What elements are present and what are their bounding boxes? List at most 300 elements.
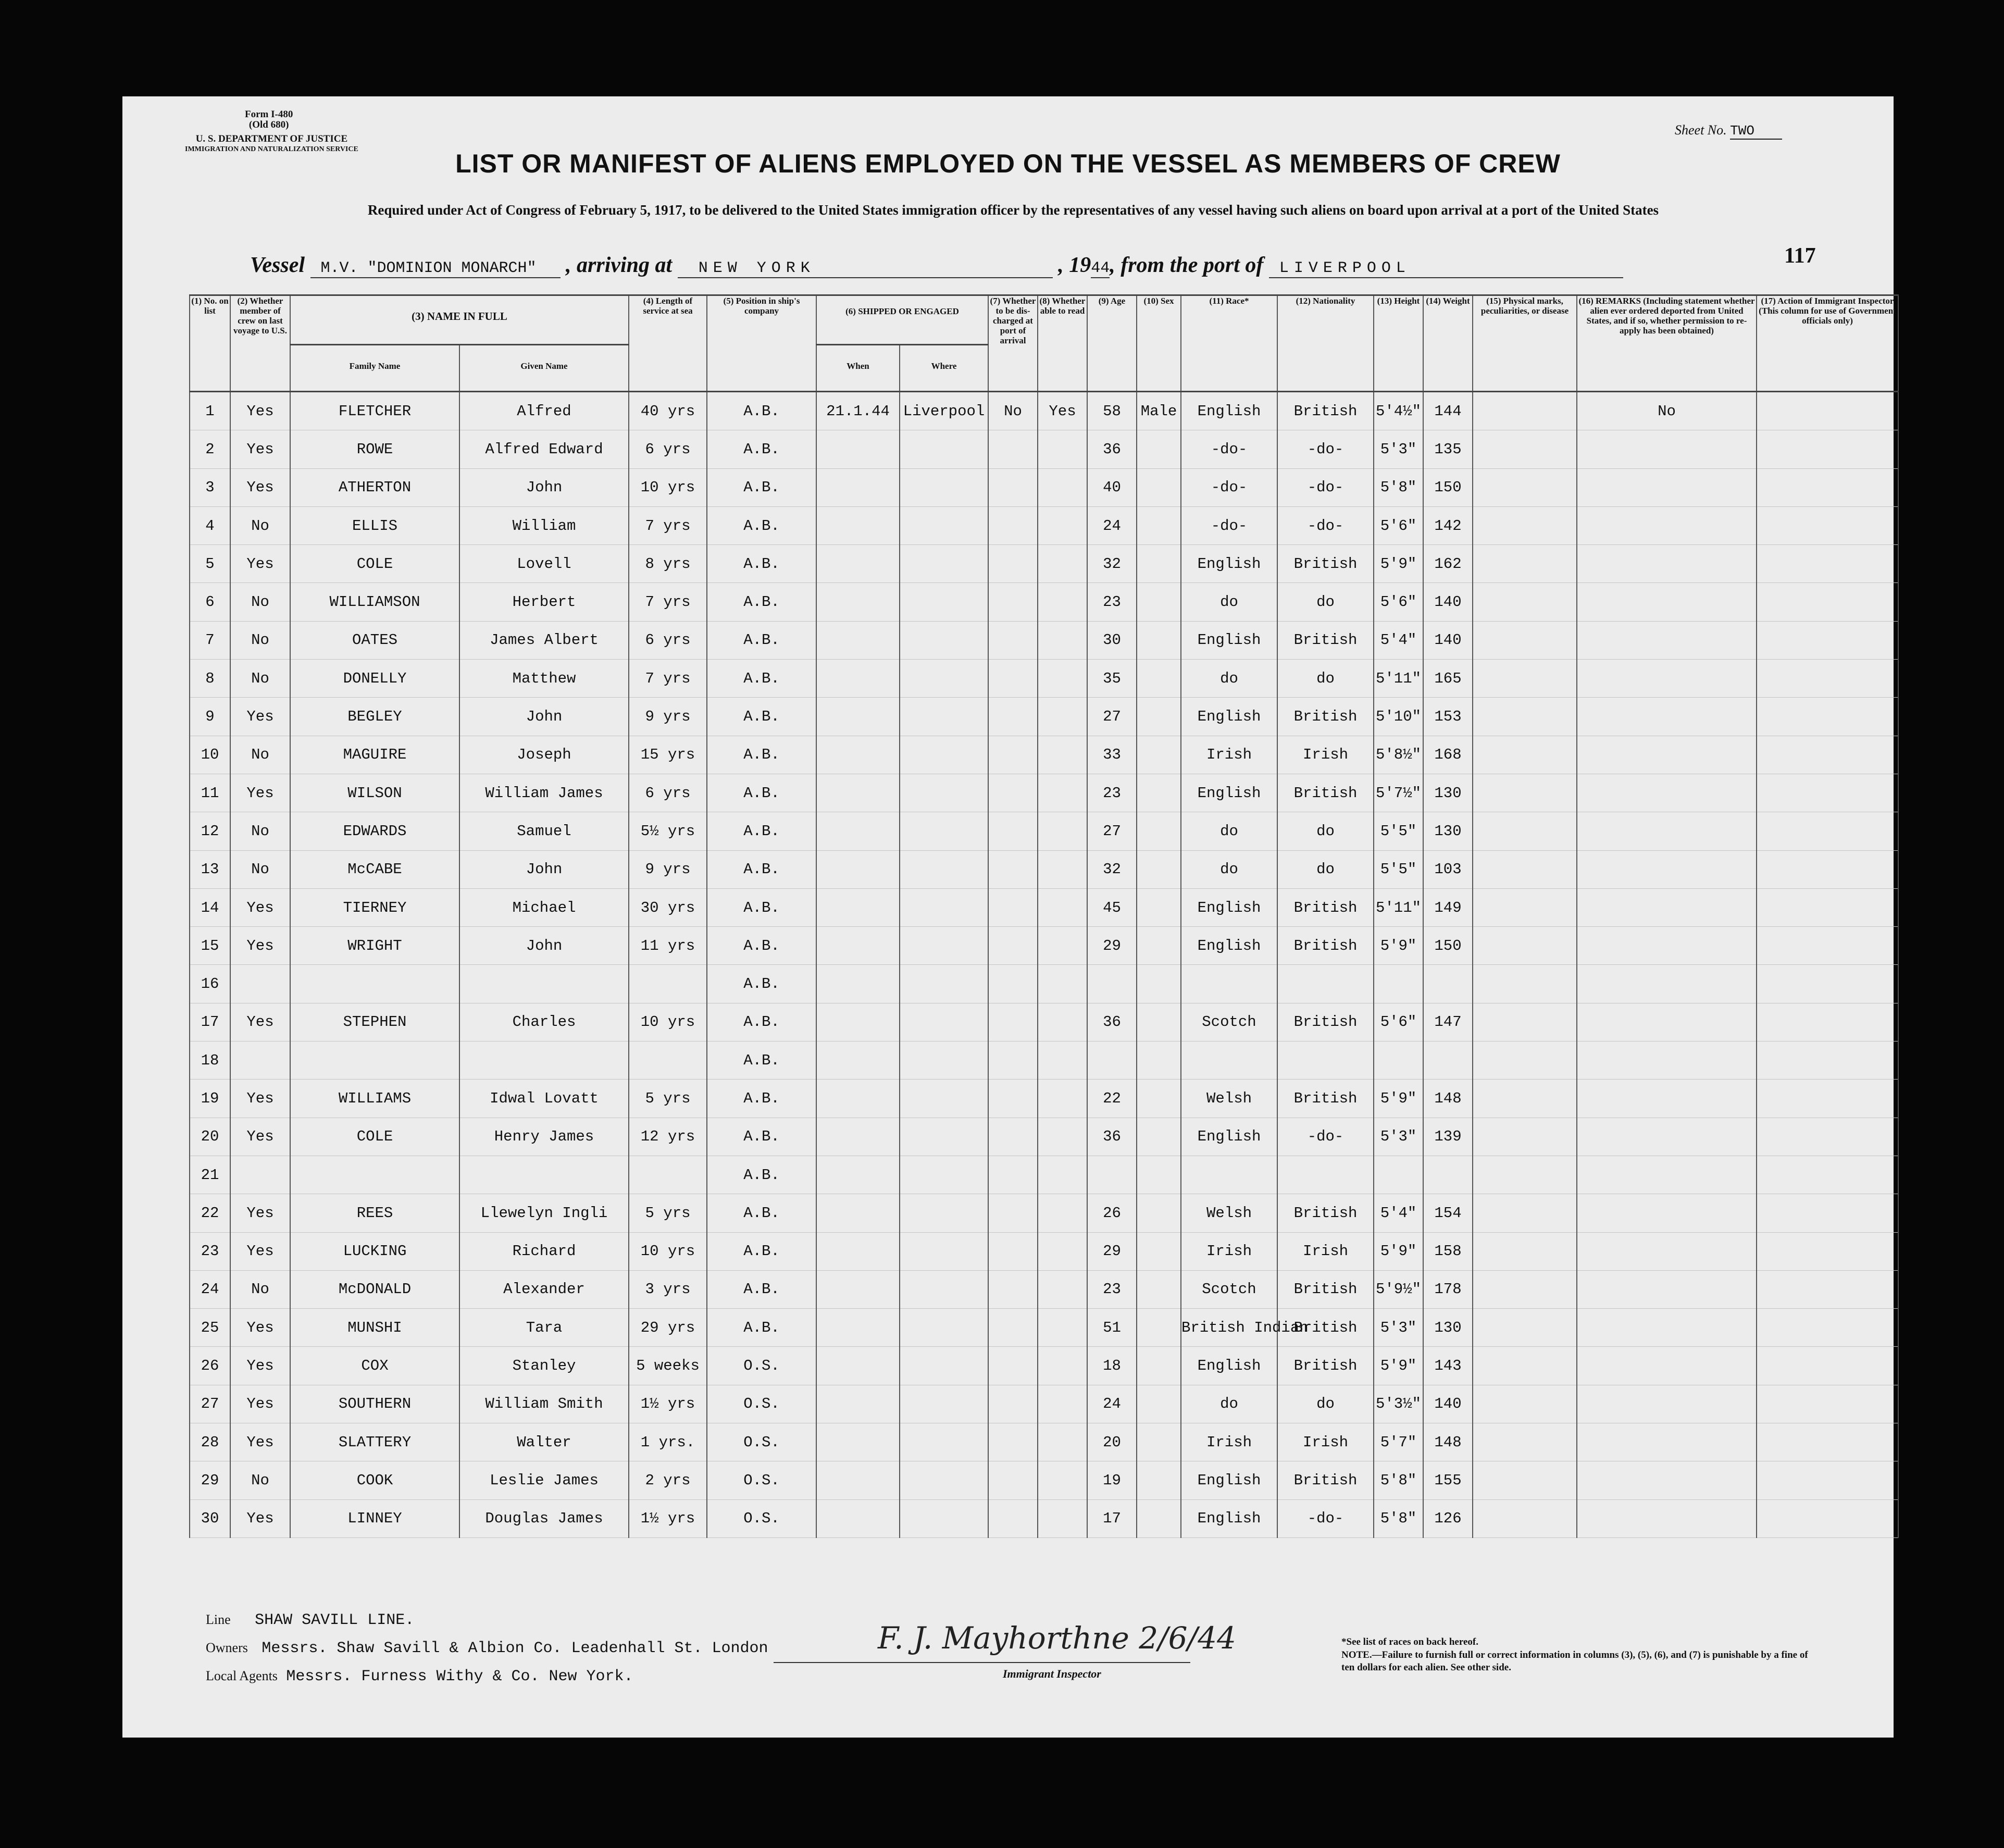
nationality: British [1277, 1461, 1374, 1499]
header-position: (5) Position in ship's company [707, 295, 816, 392]
length-of-service: 8 yrs [629, 545, 707, 583]
remarks [1577, 736, 1757, 774]
remarks [1577, 1385, 1757, 1423]
inspector-action [1757, 965, 1898, 1003]
remarks [1577, 1423, 1757, 1461]
last-voyage: Yes [230, 430, 290, 468]
nationality: British [1277, 621, 1374, 659]
length-of-service: 7 yrs [629, 660, 707, 698]
family-name: STEPHEN [290, 1003, 459, 1041]
physical-marks [1473, 1347, 1577, 1385]
family-name: WILSON [290, 774, 459, 812]
sex [1137, 1309, 1181, 1347]
shipped-when [816, 965, 900, 1003]
discharged [988, 1156, 1038, 1194]
length-of-service [629, 1156, 707, 1194]
vessel-name: M.V. "DOMINION MONARCH" [310, 259, 561, 278]
weight: 158 [1423, 1232, 1473, 1270]
remarks [1577, 850, 1757, 888]
shipped-when [816, 660, 900, 698]
inspector-action [1757, 1041, 1898, 1080]
discharged [988, 1041, 1038, 1080]
weight: 165 [1423, 660, 1473, 698]
header-nationality: (12) Nationality [1277, 295, 1374, 392]
physical-marks [1473, 1309, 1577, 1347]
nationality: do [1277, 850, 1374, 888]
family-name: ATHERTON [290, 468, 459, 506]
race: British Indian [1181, 1309, 1277, 1347]
table-row [190, 1232, 1898, 1270]
given-name: Michael [459, 888, 629, 926]
shipped-when [816, 1423, 900, 1461]
sex [1137, 850, 1181, 888]
able-to-read [1038, 1080, 1087, 1118]
physical-marks [1473, 1385, 1577, 1423]
length-of-service: 1½ yrs [629, 1499, 707, 1537]
given-name [459, 1156, 629, 1194]
height: 5'3½" [1374, 1385, 1423, 1423]
race: Scotch [1181, 1270, 1277, 1308]
header-service: (4) Length of service at sea [629, 295, 707, 392]
header-physical: (15) Physical marks, peculiarities, or disease [1473, 295, 1577, 392]
remarks [1577, 545, 1757, 583]
inspector-action [1757, 736, 1898, 774]
weight: 130 [1423, 812, 1473, 850]
family-name: COX [290, 1347, 459, 1385]
length-of-service: 2 yrs [629, 1461, 707, 1499]
able-to-read [1038, 1347, 1087, 1385]
position: A.B. [707, 1003, 816, 1041]
able-to-read [1038, 1118, 1087, 1156]
table-row [190, 774, 1898, 812]
discharged [988, 812, 1038, 850]
age [1087, 965, 1137, 1003]
row-number: 13 [190, 850, 230, 888]
physical-marks [1473, 1118, 1577, 1156]
remarks [1577, 506, 1757, 544]
row-number: 23 [190, 1232, 230, 1270]
row-number: 22 [190, 1194, 230, 1232]
discharged [988, 430, 1038, 468]
shipped-when [816, 850, 900, 888]
length-of-service: 5 yrs [629, 1194, 707, 1232]
shipped-when [816, 1270, 900, 1308]
shipped-where [900, 1080, 988, 1118]
race: do [1181, 660, 1277, 698]
height: 5'6" [1374, 583, 1423, 621]
family-name: LINNEY [290, 1499, 459, 1537]
remarks [1577, 1156, 1757, 1194]
age: 33 [1087, 736, 1137, 774]
nationality: do [1277, 1385, 1374, 1423]
shipped-where [900, 1118, 988, 1156]
height: 5'4½" [1374, 392, 1423, 430]
family-name: DONELLY [290, 660, 459, 698]
weight: 140 [1423, 583, 1473, 621]
sex [1137, 1003, 1181, 1041]
length-of-service: 1 yrs. [629, 1423, 707, 1461]
line-label: Line [206, 1612, 231, 1627]
family-name: COLE [290, 545, 459, 583]
length-of-service: 6 yrs [629, 430, 707, 468]
able-to-read [1038, 1194, 1087, 1232]
row-number: 12 [190, 812, 230, 850]
physical-marks [1473, 506, 1577, 544]
shipped-where [900, 927, 988, 965]
agents-value: Messrs. Furness Withy & Co. New York. [286, 1668, 633, 1685]
header-where: Where [900, 345, 988, 392]
height: 5'4" [1374, 621, 1423, 659]
sex [1137, 927, 1181, 965]
family-name: MAGUIRE [290, 736, 459, 774]
shipped-when [816, 1347, 900, 1385]
given-name: John [459, 468, 629, 506]
header-shipped: (6) SHIPPED OR ENGAGED [816, 295, 988, 345]
given-name: William [459, 506, 629, 544]
sex [1137, 1270, 1181, 1308]
last-voyage: Yes [230, 392, 290, 430]
length-of-service: 10 yrs [629, 1003, 707, 1041]
nationality: do [1277, 812, 1374, 850]
race: Welsh [1181, 1080, 1277, 1118]
position: A.B. [707, 506, 816, 544]
able-to-read: Yes [1038, 392, 1087, 430]
given-name: William James [459, 774, 629, 812]
shipped-when [816, 430, 900, 468]
height: 5'9" [1374, 1232, 1423, 1270]
position: A.B. [707, 1156, 816, 1194]
discharged [988, 583, 1038, 621]
table-row [190, 621, 1898, 659]
header-race: (11) Race* [1181, 295, 1277, 392]
nationality: Irish [1277, 1232, 1374, 1270]
document-subtitle: Required under Act of Congress of February 5, 1917, to be delivered to the United States immigration officer by the representatives of any vessel having such aliens on board upon arrival at a port of the United States [367, 202, 1659, 218]
weight [1423, 1041, 1473, 1080]
family-name: McCABE [290, 850, 459, 888]
remarks [1577, 1461, 1757, 1499]
position: A.B. [707, 468, 816, 506]
height: 5'9" [1374, 1080, 1423, 1118]
last-voyage: No [230, 583, 290, 621]
height: 5'8" [1374, 1499, 1423, 1537]
owners-field [206, 1640, 768, 1657]
weight: 162 [1423, 545, 1473, 583]
physical-marks [1473, 1423, 1577, 1461]
age: 30 [1087, 621, 1137, 659]
discharged [988, 1309, 1038, 1347]
discharged [988, 1118, 1038, 1156]
weight: 130 [1423, 774, 1473, 812]
length-of-service: 10 yrs [629, 468, 707, 506]
row-number: 11 [190, 774, 230, 812]
nationality: Irish [1277, 1423, 1374, 1461]
height: 5'11" [1374, 888, 1423, 926]
last-voyage: No [230, 736, 290, 774]
age: 20 [1087, 1423, 1137, 1461]
age: 27 [1087, 812, 1137, 850]
table-row [190, 1270, 1898, 1308]
able-to-read [1038, 1003, 1087, 1041]
given-name [459, 1041, 629, 1080]
inspector-action [1757, 1385, 1898, 1423]
given-name: Llewelyn Ingli [459, 1194, 629, 1232]
weight: 143 [1423, 1347, 1473, 1385]
last-voyage: Yes [230, 1194, 290, 1232]
last-voyage: Yes [230, 1423, 290, 1461]
position: A.B. [707, 1232, 816, 1270]
sex [1137, 1080, 1181, 1118]
shipped-when [816, 1041, 900, 1080]
weight [1423, 965, 1473, 1003]
remarks [1577, 621, 1757, 659]
shipped-where [900, 698, 988, 736]
race: do [1181, 583, 1277, 621]
able-to-read [1038, 736, 1087, 774]
age: 36 [1087, 1118, 1137, 1156]
position: O.S. [707, 1461, 816, 1499]
shipped-where: Liverpool [900, 392, 988, 430]
physical-marks [1473, 545, 1577, 583]
table-row [190, 583, 1898, 621]
shipped-when [816, 1232, 900, 1270]
position: A.B. [707, 1080, 816, 1118]
sex [1137, 1041, 1181, 1080]
given-name: John [459, 850, 629, 888]
able-to-read [1038, 888, 1087, 926]
race: English [1181, 1347, 1277, 1385]
shipped-where [900, 812, 988, 850]
row-number: 17 [190, 1003, 230, 1041]
given-name: Stanley [459, 1347, 629, 1385]
length-of-service: 5½ yrs [629, 812, 707, 850]
remarks: No [1577, 392, 1757, 430]
inspector-action [1757, 1309, 1898, 1347]
nationality [1277, 1156, 1374, 1194]
nationality: British [1277, 1003, 1374, 1041]
owners-label: Owners [206, 1640, 248, 1655]
shipped-where [900, 1499, 988, 1537]
weight: 150 [1423, 468, 1473, 506]
old-form-number: (Old 680) [248, 119, 289, 130]
age: 40 [1087, 468, 1137, 506]
table-row [190, 1347, 1898, 1385]
shipped-when: 21.1.44 [816, 392, 900, 430]
family-name: COLE [290, 1118, 459, 1156]
age: 29 [1087, 1232, 1137, 1270]
form-number-text: Form I-480 [245, 109, 293, 120]
row-number: 10 [190, 736, 230, 774]
able-to-read [1038, 583, 1087, 621]
sex [1137, 430, 1181, 468]
remarks [1577, 430, 1757, 468]
sex [1137, 545, 1181, 583]
physical-marks [1473, 888, 1577, 926]
able-to-read [1038, 1423, 1087, 1461]
shipped-where [900, 1385, 988, 1423]
length-of-service [629, 965, 707, 1003]
discharged: No [988, 392, 1038, 430]
discharged [988, 506, 1038, 544]
height: 5'9" [1374, 1347, 1423, 1385]
table-row [190, 392, 1898, 430]
race: English [1181, 888, 1277, 926]
family-name: OATES [290, 621, 459, 659]
inspector-action [1757, 927, 1898, 965]
discharged [988, 660, 1038, 698]
remarks [1577, 1003, 1757, 1041]
family-name: WRIGHT [290, 927, 459, 965]
row-number: 4 [190, 506, 230, 544]
remarks [1577, 1270, 1757, 1308]
nationality: British [1277, 698, 1374, 736]
inspector-action [1757, 1270, 1898, 1308]
length-of-service [629, 1041, 707, 1080]
row-number: 24 [190, 1270, 230, 1308]
length-of-service: 30 yrs [629, 888, 707, 926]
shipped-when [816, 736, 900, 774]
sex [1137, 1194, 1181, 1232]
weight: 168 [1423, 736, 1473, 774]
shipped-where [900, 660, 988, 698]
given-name: Richard [459, 1232, 629, 1270]
height: 5'9" [1374, 927, 1423, 965]
shipped-when [816, 1194, 900, 1232]
discharged [988, 965, 1038, 1003]
shipped-where [900, 430, 988, 468]
position: O.S. [707, 1423, 816, 1461]
given-name [459, 965, 629, 1003]
able-to-read [1038, 1270, 1087, 1308]
nationality: -do- [1277, 468, 1374, 506]
table-row [190, 660, 1898, 698]
year-suffix: 44 [1091, 259, 1110, 277]
service-name: IMMIGRATION AND NATURALIZATION SERVICE [185, 145, 358, 153]
row-number: 3 [190, 468, 230, 506]
last-voyage: Yes [230, 1347, 290, 1385]
inspector-action [1757, 1156, 1898, 1194]
document-title: LIST OR MANIFEST OF ALIENS EMPLOYED ON THE VESSEL AS MEMBERS OF CREW [455, 149, 1561, 178]
line-field [206, 1611, 414, 1629]
last-voyage [230, 965, 290, 1003]
remarks [1577, 888, 1757, 926]
given-name: Walter [459, 1423, 629, 1461]
shipped-when [816, 774, 900, 812]
vessel-label: Vessel [250, 253, 305, 277]
inspector-action [1757, 660, 1898, 698]
last-voyage: Yes [230, 927, 290, 965]
row-number: 6 [190, 583, 230, 621]
height: 5'3" [1374, 1309, 1423, 1347]
agents-label: Local Agents [206, 1668, 278, 1683]
line-value: SHAW SAVILL LINE. [255, 1611, 415, 1629]
discharged [988, 1499, 1038, 1537]
height: 5'3" [1374, 430, 1423, 468]
family-name: McDONALD [290, 1270, 459, 1308]
given-name: Alfred Edward [459, 430, 629, 468]
shipped-when [816, 1003, 900, 1041]
discharged [988, 1194, 1038, 1232]
shipped-where [900, 1309, 988, 1347]
table-row [190, 1309, 1898, 1347]
inspector-action [1757, 698, 1898, 736]
row-number: 29 [190, 1461, 230, 1499]
length-of-service: 6 yrs [629, 621, 707, 659]
nationality: British [1277, 1080, 1374, 1118]
given-name: Leslie James [459, 1461, 629, 1499]
weight: 154 [1423, 1194, 1473, 1232]
nationality [1277, 1041, 1374, 1080]
shipped-where [900, 1423, 988, 1461]
remarks [1577, 1080, 1757, 1118]
race: English [1181, 698, 1277, 736]
position: A.B. [707, 1194, 816, 1232]
last-voyage: Yes [230, 1499, 290, 1537]
weight: 126 [1423, 1499, 1473, 1537]
arriving-port: NEW YORK [678, 259, 1053, 278]
discharged [988, 621, 1038, 659]
shipped-when [816, 1499, 900, 1537]
last-voyage: Yes [230, 698, 290, 736]
last-voyage: Yes [230, 1080, 290, 1118]
given-name: Charles [459, 1003, 629, 1041]
age: 32 [1087, 850, 1137, 888]
inspector-action [1757, 1461, 1898, 1499]
inspector-action [1757, 1499, 1898, 1537]
sheet-number [1675, 122, 1782, 140]
discharged [988, 1232, 1038, 1270]
position: O.S. [707, 1499, 816, 1537]
last-voyage: Yes [230, 774, 290, 812]
age: 24 [1087, 1385, 1137, 1423]
discharged [988, 927, 1038, 965]
table-row [190, 1080, 1898, 1118]
weight: 178 [1423, 1270, 1473, 1308]
inspector-action [1757, 430, 1898, 468]
remarks [1577, 774, 1757, 812]
remarks [1577, 1118, 1757, 1156]
physical-marks [1473, 1156, 1577, 1194]
family-name [290, 1156, 459, 1194]
given-name: Douglas James [459, 1499, 629, 1537]
physical-marks [1473, 621, 1577, 659]
sex [1137, 583, 1181, 621]
discharged [988, 850, 1038, 888]
inspector-action [1757, 545, 1898, 583]
shipped-when [816, 1309, 900, 1347]
last-voyage: Yes [230, 545, 290, 583]
length-of-service: 15 yrs [629, 736, 707, 774]
physical-marks [1473, 1499, 1577, 1537]
sex [1137, 1423, 1181, 1461]
able-to-read [1038, 850, 1087, 888]
able-to-read [1038, 1309, 1087, 1347]
able-to-read [1038, 621, 1087, 659]
shipped-when [816, 927, 900, 965]
able-to-read [1038, 812, 1087, 850]
row-number: 26 [190, 1347, 230, 1385]
able-to-read [1038, 430, 1087, 468]
sheet-number-value: TWO [1730, 123, 1782, 140]
position: O.S. [707, 1347, 816, 1385]
table-row [190, 1156, 1898, 1194]
inspector-action [1757, 392, 1898, 430]
header-given-name: Given Name [459, 345, 629, 392]
year-prefix: , 19 [1058, 253, 1091, 277]
position: A.B. [707, 927, 816, 965]
weight: 103 [1423, 850, 1473, 888]
owners-value: Messrs. Shaw Savill & Albion Co. Leadenhall St. London [262, 1640, 768, 1657]
position: A.B. [707, 392, 816, 430]
